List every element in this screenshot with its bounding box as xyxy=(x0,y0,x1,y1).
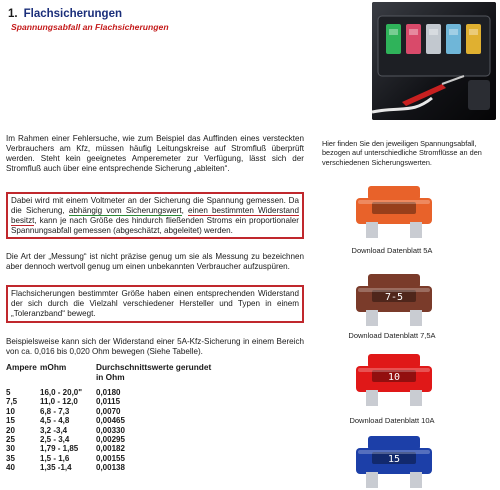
photo-fuse xyxy=(386,24,401,54)
fuse-blade-right xyxy=(410,472,422,488)
cell-ampere: 7,5 xyxy=(6,397,18,407)
table-row xyxy=(6,435,246,444)
fuse-10a-image[interactable] xyxy=(344,348,444,414)
fuse-blade-left xyxy=(366,472,378,488)
fuse-5a-image[interactable] xyxy=(344,180,444,242)
fuse-blade-left xyxy=(366,390,378,406)
cell-mohm: 1,5 - 1,6 xyxy=(40,453,70,463)
fuse-7-5a-icon xyxy=(344,268,444,330)
cell-ohm: 0,00330 xyxy=(96,425,125,435)
fuse-7-5a-image[interactable] xyxy=(344,268,444,330)
cell-mohm: 1,35 -1,4 xyxy=(40,463,72,473)
table-row xyxy=(6,407,246,416)
fuse-highlight xyxy=(358,200,430,204)
photo-fuse xyxy=(426,24,441,54)
photo-fuse-window xyxy=(449,29,458,35)
cell-mohm: 11,0 - 12,0 xyxy=(40,397,78,407)
photo-fuse-window xyxy=(429,29,438,35)
example-paragraph: Beispielsweise kann sich der Widerstand einer 5A-Kfz-Sicherung in einem Bereich von ca. 0,016 bis 0,020 Ohm bewegen (Siehe Tabelle). xyxy=(6,337,304,356)
fuse-10a-icon xyxy=(344,348,444,414)
cell-mohm: 3,2 -3,4 xyxy=(40,425,68,435)
cell-ampere: 25 xyxy=(6,434,15,444)
cell-ohm: 0,00465 xyxy=(96,416,125,426)
table-row xyxy=(6,416,246,425)
fuse-rating-label: 7-5 xyxy=(384,292,404,303)
section-subtitle: Spannungsabfall an Flachsicherungen xyxy=(11,22,169,32)
table-row xyxy=(6,444,246,453)
download-datasheet-7-5a-link[interactable]: Download Datenblatt 7,5A xyxy=(348,331,436,340)
cell-ohm: 0,0180 xyxy=(96,388,121,397)
section-number: 1. xyxy=(8,8,18,20)
fuse-15a-image[interactable] xyxy=(344,430,444,490)
fuse-box-illustration xyxy=(372,2,496,120)
fuse-head xyxy=(368,274,420,288)
fuse-rating-label: 15 xyxy=(387,454,401,465)
cell-ampere: 5 xyxy=(6,388,11,397)
section-heading xyxy=(8,7,122,21)
fuse-head xyxy=(368,186,420,200)
cell-ampere: 40 xyxy=(6,463,15,473)
photo-fuse xyxy=(406,24,421,54)
fuse-box-photo xyxy=(372,2,496,120)
table-header xyxy=(6,362,246,388)
cell-ohm: 0,00182 xyxy=(96,444,125,454)
measurement-text-c: , kann je nach Größe des hindurch fließenden Stroms ein proportionaler Spannungsabfall gemessen (abgeschätzt, abgeleitet) werden. xyxy=(11,215,299,235)
measurement-text-b: , xyxy=(181,205,189,215)
resistance-table xyxy=(6,362,246,473)
cell-ohm: 0,0070 xyxy=(96,406,121,416)
fuse-rating-label: 10 xyxy=(387,372,401,383)
cell-ampere: 20 xyxy=(6,425,15,435)
photo-fuse xyxy=(446,24,461,54)
fuse-head xyxy=(368,436,420,450)
fuse-blade-right xyxy=(410,310,422,326)
cell-ohm: 0,0115 xyxy=(96,397,121,407)
cell-ampere: 35 xyxy=(6,453,15,463)
cell-mohm: 1,79 - 1,85 xyxy=(40,444,79,454)
side-note: Hier finden Sie den jeweiligen Spannungsabfall, bezogen auf unterschiedliche Stromflüsse an den verschiedenen Sicherungswerten. xyxy=(322,139,482,167)
cell-mohm: 4,5 - 4,8 xyxy=(40,416,70,426)
cell-ampere: 30 xyxy=(6,444,15,454)
header-ampere: Ampere xyxy=(6,362,37,372)
photo-fuse-window xyxy=(409,29,418,35)
cell-mohm: 16,0 - 20,0" xyxy=(40,388,83,397)
table-row xyxy=(6,463,246,472)
measurement-paragraph-boxed xyxy=(6,192,304,239)
fuse-15a-icon xyxy=(344,430,444,490)
table-row xyxy=(6,426,246,435)
cell-ampere: 15 xyxy=(6,416,15,426)
fuse-blade-right xyxy=(410,390,422,406)
fuse-blade-left xyxy=(366,310,378,326)
download-datasheet-5a-link[interactable]: Download Datenblatt 5A xyxy=(351,246,433,255)
table-row xyxy=(6,397,246,406)
tolerance-paragraph-boxed: Flachsicherungen bestimmter Größe haben einen entsprechenden Widerstand der sich durch die Vielzahl verschiedener Hersteller und Typen in einem „Toleranzband“ bewegt. xyxy=(6,285,304,323)
photo-fuse xyxy=(466,24,481,54)
fuse-head xyxy=(368,354,420,368)
fuse-5a-icon xyxy=(344,180,444,242)
photo-fuse-window xyxy=(389,29,398,35)
cell-ampere: 10 xyxy=(6,406,15,416)
download-datasheet-10a-link[interactable]: Download Datenblatt 10A xyxy=(349,416,435,425)
cell-mohm: 2,5 - 3,4 xyxy=(40,434,70,444)
header-mohm: mOhm xyxy=(40,362,67,372)
fuse-blade-left xyxy=(366,222,378,238)
measurement-text-a: Dabei wird mit einem Voltmeter an der Sicherung die Spannung gemessen. Da die Sicherung, xyxy=(11,196,299,215)
cell-ohm: 0,00138 xyxy=(96,463,125,473)
photo-fuse-window xyxy=(469,29,478,35)
header-average-ohm: Durchschnittswerte gerundet in Ohm xyxy=(96,362,212,383)
cell-ohm: 0,00155 xyxy=(96,453,125,463)
cell-ohm: 0,00295 xyxy=(96,434,125,444)
table-row xyxy=(6,454,246,463)
intro-paragraph: Im Rahmen einer Fehlersuche, wie zum Beispiel das Auffinden eines versteckten Verbrauchers am Kfz, müssen häufig Leitungskreise auf Stromfluß überprüft werden. Steht kein geeignetes Amperemeter zur Verfügung, lässt sich der Stromfluß auch über eine entsprechende Sicherung „ableiten“. xyxy=(6,134,304,173)
precision-paragraph: Die Art der „Messung“ ist nicht präzise genug um sie als Messung zu bezeichnen aber dennoch wertvoll genug um einen unbekannten Verbraucher aufzuspüren. xyxy=(6,252,304,271)
measurement-underline-resistance: einen bestimmten Widerstand besitzt xyxy=(11,205,299,225)
cell-mohm: 6,8 - 7,3 xyxy=(40,406,70,416)
section-title: Flachsicherungen xyxy=(23,8,123,20)
table-row xyxy=(6,388,246,397)
fuse-blade-right xyxy=(410,222,422,238)
measurement-underline-fuse-value: abhängig vom Sicherungswert xyxy=(68,205,182,215)
